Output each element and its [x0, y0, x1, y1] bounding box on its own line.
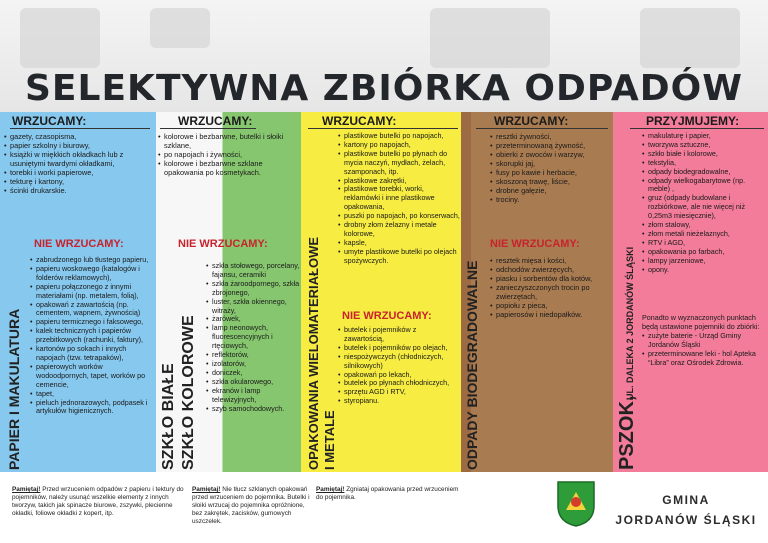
footer-note-lead: Pamiętaj!	[316, 486, 345, 493]
footer-note-lead: Pamiętaj!	[12, 486, 41, 493]
multi-items-list	[338, 132, 460, 266]
gmina-name: GMINA JORDANÓW ŚLĄSKI	[615, 493, 757, 527]
list-item: • szyb samochodowych.	[206, 405, 300, 414]
list-item: • ścinki drukarskie.	[4, 186, 152, 195]
pszok-vertical-label: PSZOK,	[616, 395, 638, 470]
list-item: • trociny.	[490, 195, 610, 204]
list-item: • butelek i pojemników po olejach,	[338, 344, 458, 353]
list-item: • plastikowe torebki, worki, reklamówki i inne plastikowe opakowania,	[338, 185, 460, 212]
multi-vertical-label-2: I METALE	[322, 410, 337, 470]
list-item: • złom metali nieżelaznych,	[642, 230, 766, 239]
list-item: • papieru połączonego z innymi materiałami (np. metalem, folią),	[30, 283, 154, 301]
list-item: • kolorowe i bezbarwne, butelki i słoiki szklane,	[158, 132, 300, 150]
list-item: • opony.	[642, 266, 766, 275]
bio-items-list	[490, 132, 610, 204]
glass-nie-list	[206, 262, 300, 413]
list-item: • tekstylia,	[642, 159, 766, 168]
list-item: • papier szkolny i biurowy,	[4, 141, 152, 150]
list-item: • kartonów po sokach i innych napojach (tzw. tetrapaków),	[30, 345, 154, 363]
multi-header: WRZUCAMY:	[322, 114, 397, 128]
list-item: • makulaturę i papier,	[642, 132, 766, 141]
list-item: • plastikowe butelki po napojach,	[338, 132, 460, 141]
list-item: • gruz (odpady budowlane i rozbiórkowe, ale nie więcej niż 0,25m3 miesięcznie),	[642, 194, 766, 221]
list-item: • torebki i worki papierowe,	[4, 168, 152, 177]
list-item: • przeterminowaną żywność,	[490, 141, 610, 150]
list-item: • szkła stołowego, porcelany, fajansu, ceramiki	[206, 262, 300, 280]
list-item: • ekranów i lamp telewizyjnych,	[206, 387, 300, 405]
list-item: • kolorowe i bezbarwne szklane opakowania po kosmetykach.	[158, 159, 300, 177]
list-item: • papieru woskowego (katalogów i folderów reklamowych),	[30, 265, 154, 283]
list-item: • obierki z owoców i warzyw,	[490, 150, 610, 159]
list-item: • odchodów zwierzęcych,	[490, 265, 610, 274]
multi-nie-header: NIE WRZUCAMY:	[342, 310, 432, 322]
glass-vertical-label-white: SZKŁO BIAŁE	[160, 363, 177, 470]
pszok-note	[642, 314, 766, 367]
paper-vertical-label: PAPIER I MAKULATURA	[6, 308, 22, 470]
list-item: • umyte plastikowe butelki po olejach spożywczych.	[338, 248, 460, 266]
list-item: • pieluch jednorazowych, podpasek i artykułów higienicznych.	[30, 399, 154, 417]
list-item: • piasku i sorbentów dla kotów,	[490, 274, 610, 283]
list-item: • sprzętu AGD i RTV,	[338, 388, 458, 397]
list-item: • tworzywa sztuczne,	[642, 141, 766, 150]
multi-vertical-label: OPAKOWANIA WIELOMATERIAŁOWE	[306, 236, 321, 470]
pszok-address-label: UL. DALEKA 2 JORDANÓW ŚLĄSKI	[625, 246, 635, 400]
paper-items-list	[4, 132, 152, 195]
list-item: • popiołu z pieca,	[490, 301, 610, 310]
decorative-bottle-silhouette	[640, 8, 740, 68]
list-item: • fusy po kawie i herbacie,	[490, 168, 610, 177]
pszok-items-list	[642, 132, 766, 275]
list-item: • książki w miękkich okładkach lub z usuniętymi twardymi okładkami,	[4, 150, 152, 168]
footer-note-glass: Pamiętaj! Nie tłucz szklanych opakowań przed wrzuceniem do pojemnika. Butelki i słoiki wrzucaj do pojemnika opróżnione, bez zakrętek, zacisków, gumowych uszczelek.	[192, 486, 310, 525]
decorative-jar-silhouette	[430, 8, 550, 68]
list-item: • kapsle,	[338, 239, 460, 248]
list-item: • szkła okularowego,	[206, 378, 300, 387]
list-item: • opakowań z zawartością (np. cementem, wapnem, żywnością)	[30, 301, 154, 319]
list-item: • szkło białe i kolorowe,	[642, 150, 766, 159]
list-item: • tapet,	[30, 390, 154, 399]
list-item: • przeterminowane leki - hol Apteka “Libra” oraz Ośrodek Zdrowia.	[642, 350, 766, 368]
list-item: • butelek po płynach chłodniczych,	[338, 379, 458, 388]
list-item: • drobny złom żelazny i metale kolorowe,	[338, 221, 460, 239]
list-item: • papieru termicznego i faksowego,	[30, 318, 154, 327]
paper-nie-header: NIE WRZUCAMY:	[34, 238, 124, 250]
list-item: • skorupki jaj,	[490, 159, 610, 168]
list-item: • zabrudzonego lub tłustego papieru,	[30, 256, 154, 265]
list-item: • odpady wielkogabarytowe (np. meble) ,	[642, 177, 766, 195]
list-item: • kartony po napojach,	[338, 141, 460, 150]
list-item: • gazety, czasopisma,	[4, 132, 152, 141]
list-item: • żarówek,	[206, 315, 300, 324]
divider	[476, 128, 608, 129]
list-item: • niespożywczych (chłodniczych, silnikowych)	[338, 353, 458, 371]
decorative-bottle-silhouette	[20, 8, 100, 68]
bio-header: WRZUCAMY:	[494, 114, 569, 128]
paper-header: WRZUCAMY:	[12, 114, 87, 128]
list-item: • RTV i AGD,	[642, 239, 766, 248]
pszok-header: PRZYJMUJEMY:	[646, 114, 740, 128]
decorative-can-silhouette	[150, 8, 210, 48]
divider	[308, 128, 458, 129]
glass-header: WRZUCAMY:	[178, 114, 253, 128]
list-item: • szkła żaroodpornego, szkła zbrojonego,	[206, 280, 300, 298]
list-item: • papierosów i niedopałków.	[490, 310, 610, 319]
list-item: • skoszoną trawę, liście,	[490, 177, 610, 186]
list-item: • drobne gałęzie,	[490, 186, 610, 195]
bio-nie-list	[490, 256, 610, 319]
list-item: • izolatorów,	[206, 360, 300, 369]
multi-nie-list	[338, 326, 458, 406]
list-item: • butelek i pojemników z zawartością,	[338, 326, 458, 344]
list-item: • plastikowe butelki po płynach do mycia naczyń, mydłach, żelach, szamponach, itp.	[338, 150, 460, 177]
list-item: • resztek mięsa i kości,	[490, 256, 610, 265]
bio-vertical-label: ODPADY BIODEGRADOWALNE	[464, 260, 480, 470]
list-item: • doniczek,	[206, 369, 300, 378]
footer-note-paper: Pamiętaj! Przed wrzuceniem odpadów z papieru i tektury do pojemników, należy usunąć wszelkie elementy z innych tworzyw, takich jak spinacze biurowe, zszywki, plecienne okładki, foliowe okładki z kopert, itp.	[12, 486, 184, 517]
list-item: • styropianu.	[338, 397, 458, 406]
list-item: • tekturę i kartony,	[4, 177, 152, 186]
list-item: • resztki żywności,	[490, 132, 610, 141]
gmina-coat-of-arms-icon	[556, 480, 596, 528]
glass-items-list	[158, 132, 300, 177]
list-item: • opakowania po farbach,	[642, 248, 766, 257]
list-item: • złom stalowy,	[642, 221, 766, 230]
list-item: • zanieczyszczonych trocin po zwierzętach,	[490, 283, 610, 301]
divider	[630, 128, 764, 129]
list-item: • puszki po napojach, po konserwach,	[338, 212, 460, 221]
glass-nie-header: NIE WRZUCAMY:	[178, 238, 268, 250]
bio-nie-header: NIE WRZUCAMY:	[490, 238, 580, 250]
list-item: • zużyte baterie - Urząd Gminy Jordanów Śląski	[642, 332, 766, 350]
page-title: SELEKTYWNA ZBIÓRKA ODPADÓW	[25, 68, 743, 109]
divider	[160, 128, 256, 129]
list-item: • lampy jarzeniowe,	[642, 257, 766, 266]
footer-note-lead: Pamiętaj!	[192, 486, 221, 493]
list-item: • odpady biodegradowalne,	[642, 168, 766, 177]
list-item: • luster, szkła okiennego, witraży,	[206, 298, 300, 316]
divider	[10, 128, 150, 129]
list-item: • plastikowe zakrętki,	[338, 177, 460, 186]
list-item: • po napojach i żywności,	[158, 150, 300, 159]
list-item: • papierowych worków wodoodpornych, tapet, worków po cemencie,	[30, 363, 154, 390]
pszok-note-lead: Ponadto w wyznaczonych punktach będą ustawione pojemniki do zbiórki:	[642, 313, 760, 331]
glass-vertical-label-color: SZKŁO KOLOROWE	[180, 315, 197, 470]
list-item: • reflektorów,	[206, 351, 300, 360]
footer-note-multi: Pamiętaj! Zgniataj opakowania przed wrzuceniem do pojemnika.	[316, 486, 459, 501]
list-item: • lamp neonowych, fluorescencyjnych i rtęciowych,	[206, 324, 300, 351]
list-item: • kalek technicznych i papierów przebitkowych (rachunki, faktury),	[30, 327, 154, 345]
paper-nie-list	[30, 256, 154, 416]
list-item: • opakowań po lekach,	[338, 371, 458, 380]
